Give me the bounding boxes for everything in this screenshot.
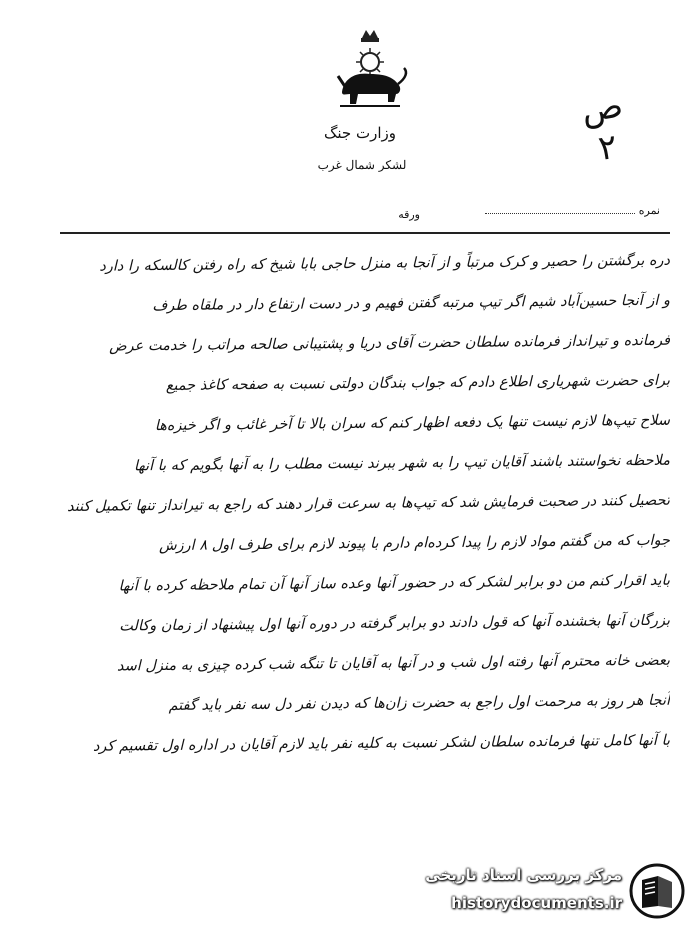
text-line: بزرگان آنها بخشنده آنها که قول دادند دو برابر گرفته در دوره آنها اول پیشنهاد از زمان وکالت [119, 612, 671, 635]
text-line: باید اقرار کنم من دو برابر لشکر که در حضور آنها وعده ساز آنها آن تمام ملاحظه کرده با آنها [118, 572, 671, 595]
watermark-url: historydocuments.ir [451, 894, 622, 912]
header-divider [60, 232, 670, 234]
lion-and-sun-emblem-icon [328, 28, 412, 112]
text-line: ملاحظه نخواستند باشند آقایان تیپ را به شهر ببرند نیست مطلب را به آنها بگویم که با آنها [133, 452, 671, 475]
ministry-title: وزارت جنگ [323, 124, 396, 142]
text-line: برای حضرت شهریاری اطلاع دادم که جواب بندگان دولتی نسبت به صفحه کاغذ جمیع [165, 372, 671, 394]
book-logo-icon [628, 862, 686, 920]
number-label: نمره [638, 204, 660, 217]
text-line: سلاح تیپ‌ها لازم نیست تنها یک دفعه اظهار کنم که سران بالا تا آخر غائب و اگر خیزه‌ها [154, 412, 671, 435]
sheet-label: ورقه [398, 208, 420, 221]
watermark [396, 860, 686, 924]
watermark-org-name: مرکز بررسی اسناد تاریخی [425, 866, 622, 884]
text-line: آنجا هر روز به مرحمت اول راجع به حضرت زان‌ها که دیدن نفر دل سه نفر باید گفتم [168, 692, 671, 714]
text-line: فرمانده و تیرانداز فرمانده سلطان حضرت آقای دریا و پشتیبانی صالحه مراتب را خدمت عرض [109, 332, 671, 355]
text-line: تحصیل کنند در صحبت فرمایش شد که تیپ‌ها به سرعت قرار دهند که راجع به تیرانداز تنها تکمیل کنند [67, 492, 671, 516]
text-line: جواب که من گفتم مواد لازم را پیدا کرده‌ام دارم با پیوند لازم برای طرف اول ۸ ارزش [158, 532, 671, 555]
text-line: با آنها کامل تنها فرمانده سلطان لشکر نسبت به کلیه نفر باید لازم آقایان در اداره اول تقسیم کرد [92, 732, 671, 755]
page-number-mark: ص ٢ [579, 85, 626, 169]
handwritten-body [40, 244, 670, 764]
number-dots [485, 213, 635, 214]
text-line: و از آنجا حسین‌آباد شیم اگر تیپ مرتبه گفتن فهیم و در دست ارتفاع دار در ملقاه طرف [152, 292, 671, 315]
sheet-field [300, 208, 420, 221]
office-subtitle: لشکر شمال غرب [317, 158, 407, 172]
text-line: دره برگشتن را حصیر و کرک مرتباً و از آنجا به منزل حاجی بابا شیخ که راه رفتن کالسکه را دارد [99, 252, 671, 275]
text-line: بعضی خانه محترم آنها رفته اول شب و در آنها به آقایان تا تنگه شب کرده چیزی به منزل اسد [116, 652, 671, 675]
number-field [420, 204, 660, 217]
